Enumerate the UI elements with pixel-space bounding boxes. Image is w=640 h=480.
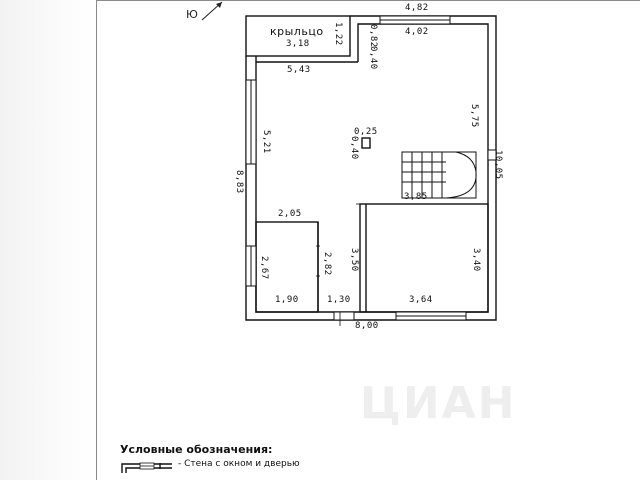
dim-small-gap2: 0,40: [368, 46, 378, 70]
wall-window-door-legend-icon: [120, 460, 176, 474]
dim-top-inner: 4,02: [405, 27, 429, 37]
dim-room-left-height: 3,50: [349, 248, 359, 272]
door-bottom: [334, 312, 354, 320]
porch-label: крыльцо: [270, 25, 324, 38]
watermark: ЦИАН: [360, 378, 517, 429]
dim-porch-depth: 1,22: [333, 22, 343, 46]
dim-bathroom-height: 2,67: [259, 256, 269, 280]
dim-bottom-mid: 1,30: [327, 295, 351, 305]
dim-corridor-height: 2,82: [322, 252, 332, 276]
dim-porch-width: 3,18: [286, 39, 310, 49]
dim-bottom-left: 1,90: [275, 295, 299, 305]
dim-small-gap: 0,82: [368, 24, 378, 48]
dim-bathroom-top: 2,05: [278, 209, 302, 219]
column: [362, 138, 370, 148]
dim-left-total: 8,83: [234, 170, 244, 194]
dim-column-size: 0,25: [354, 127, 378, 137]
dim-bottom-right: 3,64: [409, 295, 433, 305]
dim-right-total: 10,05: [493, 150, 503, 180]
dim-stair-width: 3,85: [404, 192, 428, 202]
legend-title: Условные обозначения:: [120, 443, 273, 456]
dim-bottom-total: 8,00: [355, 321, 379, 331]
dim-upper-wall: 5,43: [287, 65, 311, 75]
dim-right-upper: 5,75: [469, 104, 479, 128]
dim-room-right-height: 3,40: [471, 248, 481, 272]
compass-label: Ю: [186, 8, 198, 21]
legend-item-wall: - Стена с окном и дверью: [178, 459, 300, 469]
dim-left-upper: 5,21: [261, 130, 271, 154]
dim-top-outer: 4,82: [405, 3, 429, 13]
dim-column-offset: 0,40: [349, 136, 359, 160]
